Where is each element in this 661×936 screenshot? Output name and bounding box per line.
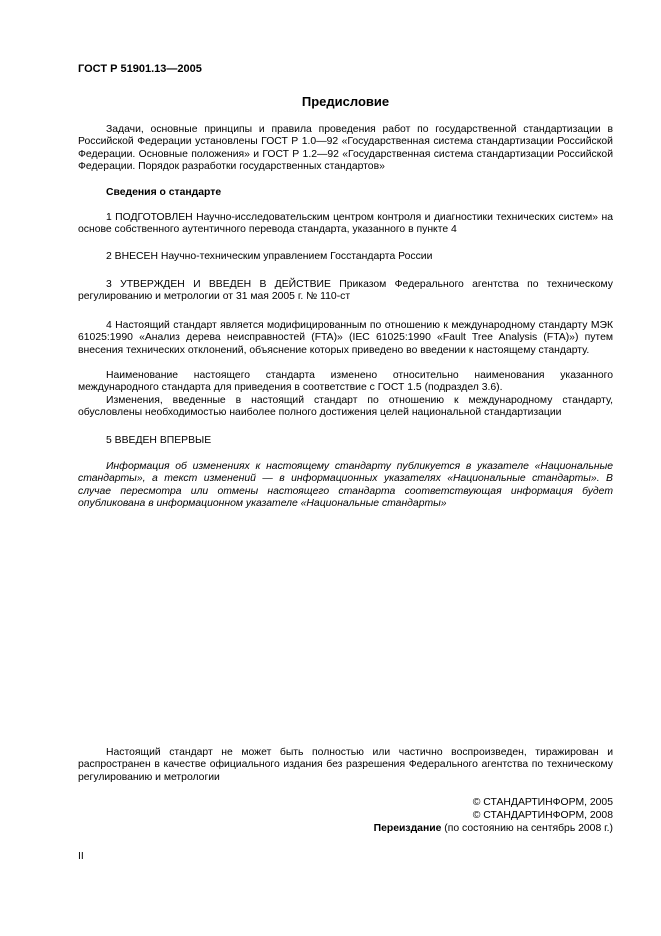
- intro-paragraph: Задачи, основные принципы и правила проведения работ по государственной стандартизации в Российской Федерации установлены ГОСТ Р 1.0—92 «Государственная система стандартизации Российской Федерации. Основные положения» и ГОСТ Р 1.2—92 «Государственная система стандартизации Российской Федерации. Порядок разработки государственных стандартов»: [78, 124, 613, 173]
- italic-note: Информация об изменениях к настоящему стандарту публикуется в указателе «Национальные стандарты», а текст изменений — в информационных указателях «Национальные стандарты». В случае пересмотра или отмены настоящего стандарта соответствующая информация будет опубликована в информационном указателе «Национальные стандарты»: [78, 461, 613, 510]
- reissue-line: [300, 823, 613, 835]
- reissue-text: (по состоянию на сентябрь 2008 г.): [441, 823, 613, 834]
- info-heading: Сведения о стандарте: [106, 187, 222, 198]
- item-2: 2 ВНЕСЕН Научно-техническим управлением Госстандарта России: [106, 251, 433, 262]
- item-5: 5 ВВЕДЕН ВПЕРВЫЕ: [106, 435, 212, 446]
- copyright-line-1: © СТАНДАРТИНФОРМ, 2005: [472, 797, 613, 808]
- copyright-notice: Настоящий стандарт не может быть полностью или частично воспроизведен, тиражирован и распространен в качестве официального издания без разрешения Федерального агентства по техническому регулированию и метрологии: [78, 747, 613, 783]
- item-4: 4 Настоящий стандарт является модифицированным по отношению к международному стандарту МЭК 61025:1990 «Анализ дерева неисправностей (FTA)» (IEC 61025:1990 «Fault Tree Analysis (FTA)») путем внесения технических отклонений, объяснение которых приведено во введении к настоящему стандарту.: [78, 320, 613, 356]
- document-header: ГОСТ Р 51901.13—2005: [78, 63, 202, 75]
- item-1: 1 ПОДГОТОВЛЕН Научно-исследовательским центром контроля и диагностики технических систем» на основе собственного аутентичного перевода стандарта, указанного в пункте 4: [78, 212, 613, 236]
- page-title: Предисловие: [301, 94, 390, 109]
- copyright-line-2: © СТАНДАРТИНФОРМ, 2008: [472, 810, 613, 821]
- item-3: 3 УТВЕРЖДЕН И ВВЕДЕН В ДЕЙСТВИЕ Приказом Федерального агентства по техническому регулированию и метрологии от 31 мая 2005 г. № 110-ст: [78, 279, 613, 303]
- item-4-name-note: Наименование настоящего стандарта изменено относительно наименования указанного международного стандарта для приведения в соответствие с ГОСТ 1.5 (подраздел 3.6).: [78, 370, 613, 394]
- item-4-changes-note: Изменения, введенные в настоящий стандарт по отношению к международному стандарту, обусловлены необходимостью наиболее полного достижения целей национальной стандартизации: [78, 395, 613, 419]
- reissue-label: Переиздание: [373, 823, 442, 834]
- page-number: II: [78, 851, 84, 862]
